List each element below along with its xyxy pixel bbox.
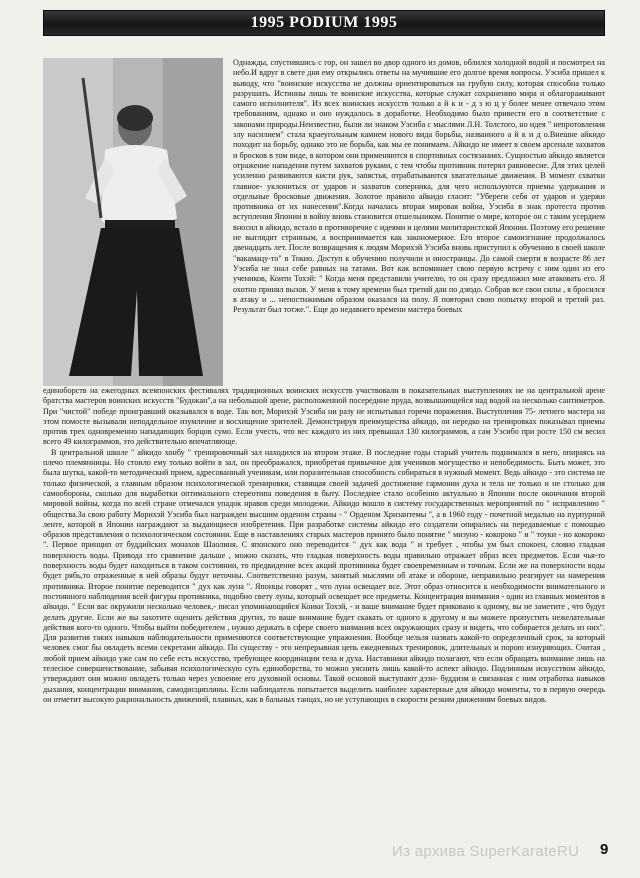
- martial-artist-photo: [43, 58, 223, 386]
- article-paragraph: В центральной школе " айкидо хонбу " тренировочный зал находился на втором этаже. В последние годы старый учитель поднимался в него, опираясь на плечо племянницы. Но стоило ему только войти в зал, он преображался, приобретая привычное для учеников могущество и непобедимость. Быть может, это была шутка, какой-то методический прием, адресованный ученикам, или поразительная способность собираться в нужный момент. Ведь айкидо - это система не только физической, а главным образом психологической тренировки, ставящая своей задачей достижение гармонии духа и тела не только и не столько для самообороны, сколько для выработки оптимального стереотипа поведения в быту. Последнее стало особенно актуально в Японии после окончания второй мировой войны, когда по всей стране отмечался упадок нравов среди молодежи. Айкидо вошло в систему государственных мероприятий по " исправлению " общества.За свою работу Морихэй Уэсиба был награжден высшим орденом страны - " Орденом Хризантемы ", а в 1960 году - почетной медалью на пурпурной ленте, которой в Японии награждают за выдающиеся изобретения. При разработке системы айкидо его создатели опирались на передаваемые с помощью образов представления о психологическом состоянии. Еще в наставлениях старых мастеров принято было понятие " мизуно - кокороко " и " тоуки - но кокороко ". Первое принцип от буддийских монахов Шаолиня. С японского оно переводится " дух как вода " и требует , чтобы ум был спокоен, словно гладкая поверхность воды. Привода это сравнение дальше , можно сказать, что гладкая поверхность воды правильно отражает образ всех предметов. Если чья-то поверхность воды будет находиться в таком состоянии, то предвидение всех акций противника будет своевременным и точным. Если же на поверхности воды будет рябь,то отраженные в ней образы будут неточны. Соответственно разум, занятый мыслями об атаке и обороне, неправильно реагирует на намерения противника. Второе понятие переводится " дух как луна ". Японцы говорят , что луна освещает все. Этот образ относится к необходимости внимательного и постоянного наблюдения всей фигуры противника, подобно свету луны, который освещает все предметы. Концентрация внимания - один из главных моментов в айкидо. " Если вас окружили несколько человек,- писал упоминающийся Коики Тохэй, - и ваше внимание будет приковано к одному, вы не заметите , что будут делать другие. Если же вы захотите оценить действия других, то ваше внимание будет скакать от одного к другому и вы можете пропустить нежелательные действия кого-то одного. Чтобы выйти победителем , нужно держать в сфере своего внимания всех окружающих сразу и видеть, что собирается делать из них". Для развития таких навыков наблюдательности применяются соответствующие упражнения. Вообще нельзя назвать какой-то определенный срок, за который человек смог бы овладеть всеми секретами айкидо. По существу - это непрерывная цепь ежедневных тренировок, длительных и порою изнуряющих. Считая , любой прием айкидо уже сам по себе есть искусство, требующее координации тела и духа. Наставники айкидо полагают, что если обращать внимание лишь на телесное совершенствование, забывая психологическую суть единоборства, то можно уяснить лишь какой-то аспект айкидо. Подлинным искусством айкидо, утверждают они можно овладеть только через усвоение его духовной основы. Такой основой выступают дзэн- буддизм и связанная с ним отработка навыков дыхания, концентрации внимания, самодисциплины. Если наблюдатель попытается выделить наиболее характерные для айкидо моменты, то в первую очередь он отметит высокую рациональность движений, плавных, как в бальных танцах, но не уступающих в скорости резким движениям боевых видов.: [43, 447, 605, 704]
- page-number: 9: [600, 841, 609, 858]
- page-header: [43, 10, 605, 36]
- photo-illustration: [43, 58, 223, 386]
- article-column-right: [233, 58, 605, 315]
- article-paragraph: Однажды, спустившись с гор, он зашел во двор одного из домов, облился холодной водой и посмотрел на небо.И вдруг в свете дня ему открылись ответы на мучившие его долгое время вопросы. Уэсиба пришел к выводу, что "воинские искусства не должны ориентироваться на грубую силу, которая способна только разрушать. Истинны лишь те воинские искусства, которые служат сохранению мира и облагораживают самого исполнителя". Из всех воинских искусств только а й к и - д з ю ц у более менее отвечало этим требованиям, однако и оно нуждалось в доработке. Необходимо было привести его в соответствие с законами природы.Неизвестно, были ли знаком Уэсиба с мыслями Л.Н. Толстого, но идея " непротовления злу насилием" стала краеугольным камнем нового вида борьбы, названного а й к и д о.Внешне айкидо походит на борьбу, однако это не борьба, как мы ее понимаем. Айкидо не имеет в своем арсенале захватов и бросков в том виде, в котором они применяются в спортивных состязаниях. Сущностью айкидо является отражение нападения путем захватов руками, с тем чтобы противник потерял равновесие. Для этих целей усиленно развиваются кисти рук, запястья, отрабатываются хватательные движения. В момент схватки главное- уклониться от ударов и захватов соперника, для чего используются приемы удержания и отдельные бросковые движения. Золотое правило айкидо гласит: "Убереги себя от ударов и удержи противника от их нанесения".Когда началась вторая мировая война, Уэсиба в знак протеста против вступления Японии в войну вновь становится отшельником. Понятие о мире, которое он с таким усердием вносил в айкидо, встало в противоречие с идеями и целями милитаристской Японии. Поэтому его решение не выглядит странным, а воспринимается как закономерное. Его второе самоизгнание продолжалось двенадцать лет. После возвращения к людям Морихэй Уэсиба вновь приступил к обучению в своей школе "вакамацу-то" в Токио. Доступ к обучению получили и иностранцы. До самой смерти в возрасте 86 лет Уэсиба не знал себе равных на татами. Вот как вспоминает свою первую встречу с ним один из его учеников, Коити Тохэй: " Когда меня представили учителю, то он сразу предложил мне атаковать его. Я охотно принял вызов. У меня к тому времени был третий дан по дзюдо. Собрав все свои силы , я бросился в атаку и ... непостижимым образом оказался на полу. Я повторил свою попытку второй и третий раз. Результат был тотже.". Еще до недавнего времени мастера боевых: [233, 58, 605, 315]
- article-paragraph: единоборств на ежегодных всеяпонских фестивалях традиционных воинских искусств участвовали в показательных выступлениях не на центральной арене братства мастеров воинских искусств "Будокан",а на небольшой арене, расположенной посередине пруда, возвышающейся над водой на несколько сантиметров. При "чистой" победе проигравший оказывался в воде. Так вот, Морихэй Уэсиба ни разу не испытывал горечи поражения. Выступления 75- летнего мастера на этом помосте вызывали неподдельное изумление и восхищение зрителей. Демонстрируя преимущества айкидо, он нередко на тренировках показывал приемы против трех одновременно нападающих борцов сумо. Если учесть, что вес каждого из них превышал 130 килограммов, а сам Уэсибо при росте 150 см весил всего 49 килограммов, это действительно впечатляюще.: [43, 386, 605, 447]
- article-column-full: [43, 386, 605, 705]
- header-title: 1995 PODIUM 1995: [250, 14, 398, 31]
- archive-watermark: Из архива SuperKarateRU: [392, 843, 580, 860]
